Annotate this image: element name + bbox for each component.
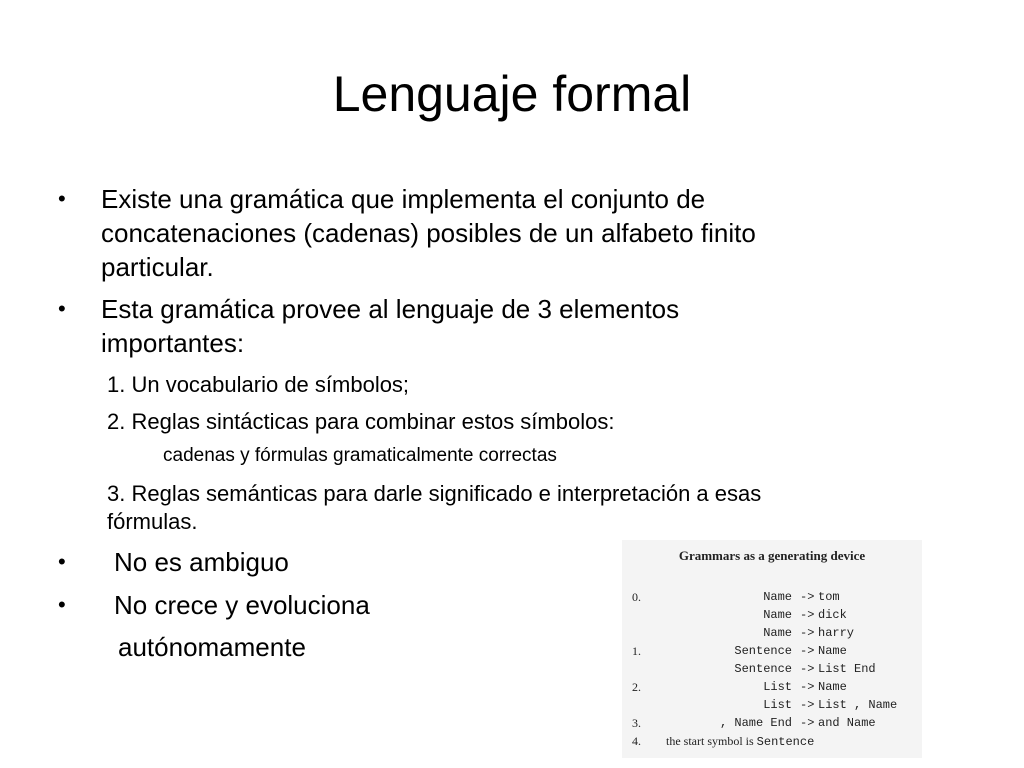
row-number: 3. (632, 716, 641, 730)
bullet-4-symbol: • (58, 592, 66, 617)
row-lhs: List (763, 680, 792, 694)
grammar-figure (622, 540, 922, 758)
row-arrow: -> (800, 626, 815, 640)
item-2-detail: cadenas y fórmulas gramaticalmente correctas (163, 445, 557, 466)
row-arrow: -> (800, 698, 815, 712)
bullet-2-symbol: • (58, 296, 66, 321)
start-symbol-value: Sentence (756, 735, 815, 749)
bullet-1-line-2: concatenaciones (cadenas) posibles de un alfabeto finito (101, 218, 756, 248)
bullet-2 (58, 292, 958, 362)
row-lhs: , Name End (719, 716, 792, 730)
row-rhs: harry (818, 626, 855, 640)
start-symbol-label: the start symbol is (666, 734, 754, 748)
start-symbol-text (666, 734, 814, 749)
item-1: 1. Un vocabulario de símbolos; (107, 372, 410, 397)
bullet-1-line-1: Existe una gramática que implementa el conjunto de (101, 184, 706, 214)
row-arrow: -> (800, 608, 815, 622)
row-arrow: -> (800, 680, 815, 694)
row-number: 0. (632, 590, 641, 604)
bullet-1-line-3: particular. (101, 252, 214, 282)
row-arrow: -> (800, 590, 815, 604)
bullet-2-line-2: importantes: (101, 328, 245, 358)
row-rhs: and Name (818, 716, 876, 730)
row-lhs: Name (763, 626, 792, 640)
row-lhs: Sentence (734, 662, 792, 676)
row-number: 1. (632, 644, 641, 658)
row-rhs: List , Name (818, 698, 898, 712)
grammar-row-start-symbol (622, 734, 922, 752)
item-3-line-1: 3. Reglas semánticas para darle significado e interpretación a esas (107, 481, 762, 506)
bullet-4 (58, 588, 558, 622)
grammar-row (622, 626, 922, 644)
row-number: 4. (632, 734, 641, 748)
grammar-row (622, 608, 922, 626)
bullet-3-text: No es ambiguo (114, 547, 289, 577)
bullet-2-line-1: Esta gramática provee al lenguaje de 3 elementos (101, 294, 680, 324)
bullet-1 (58, 182, 958, 286)
grammar-row (622, 662, 922, 680)
row-arrow: -> (800, 716, 815, 730)
grammar-figure-title: Grammars as a generating device (678, 548, 866, 563)
bullet-4-continuation: autónomamente (118, 632, 306, 662)
row-lhs: Sentence (734, 644, 792, 658)
row-arrow: -> (800, 644, 815, 658)
row-rhs: dick (818, 608, 847, 622)
row-lhs: Name (763, 608, 792, 622)
bullet-1-symbol: • (58, 186, 66, 211)
row-rhs: List End (818, 662, 876, 676)
row-arrow: -> (800, 662, 815, 676)
bullet-3-symbol: • (58, 549, 66, 574)
row-number: 2. (632, 680, 641, 694)
row-rhs: Name (818, 644, 847, 658)
slide-title: Lenguaje formal (332, 66, 692, 122)
grammar-row (622, 698, 922, 716)
row-lhs: Name (763, 590, 792, 604)
grammar-row (622, 680, 922, 698)
grammar-row (622, 590, 922, 608)
row-rhs: Name (818, 680, 847, 694)
item-3-line-2: fórmulas. (107, 509, 198, 534)
row-rhs: tom (818, 590, 840, 604)
grammar-row (622, 644, 922, 662)
item-2: 2. Reglas sintácticas para combinar estos símbolos: (107, 409, 615, 434)
bullet-4-text: No crece y evoluciona (114, 590, 370, 620)
grammar-row (622, 716, 922, 734)
bullet-3 (58, 545, 558, 579)
row-lhs: List (763, 698, 792, 712)
